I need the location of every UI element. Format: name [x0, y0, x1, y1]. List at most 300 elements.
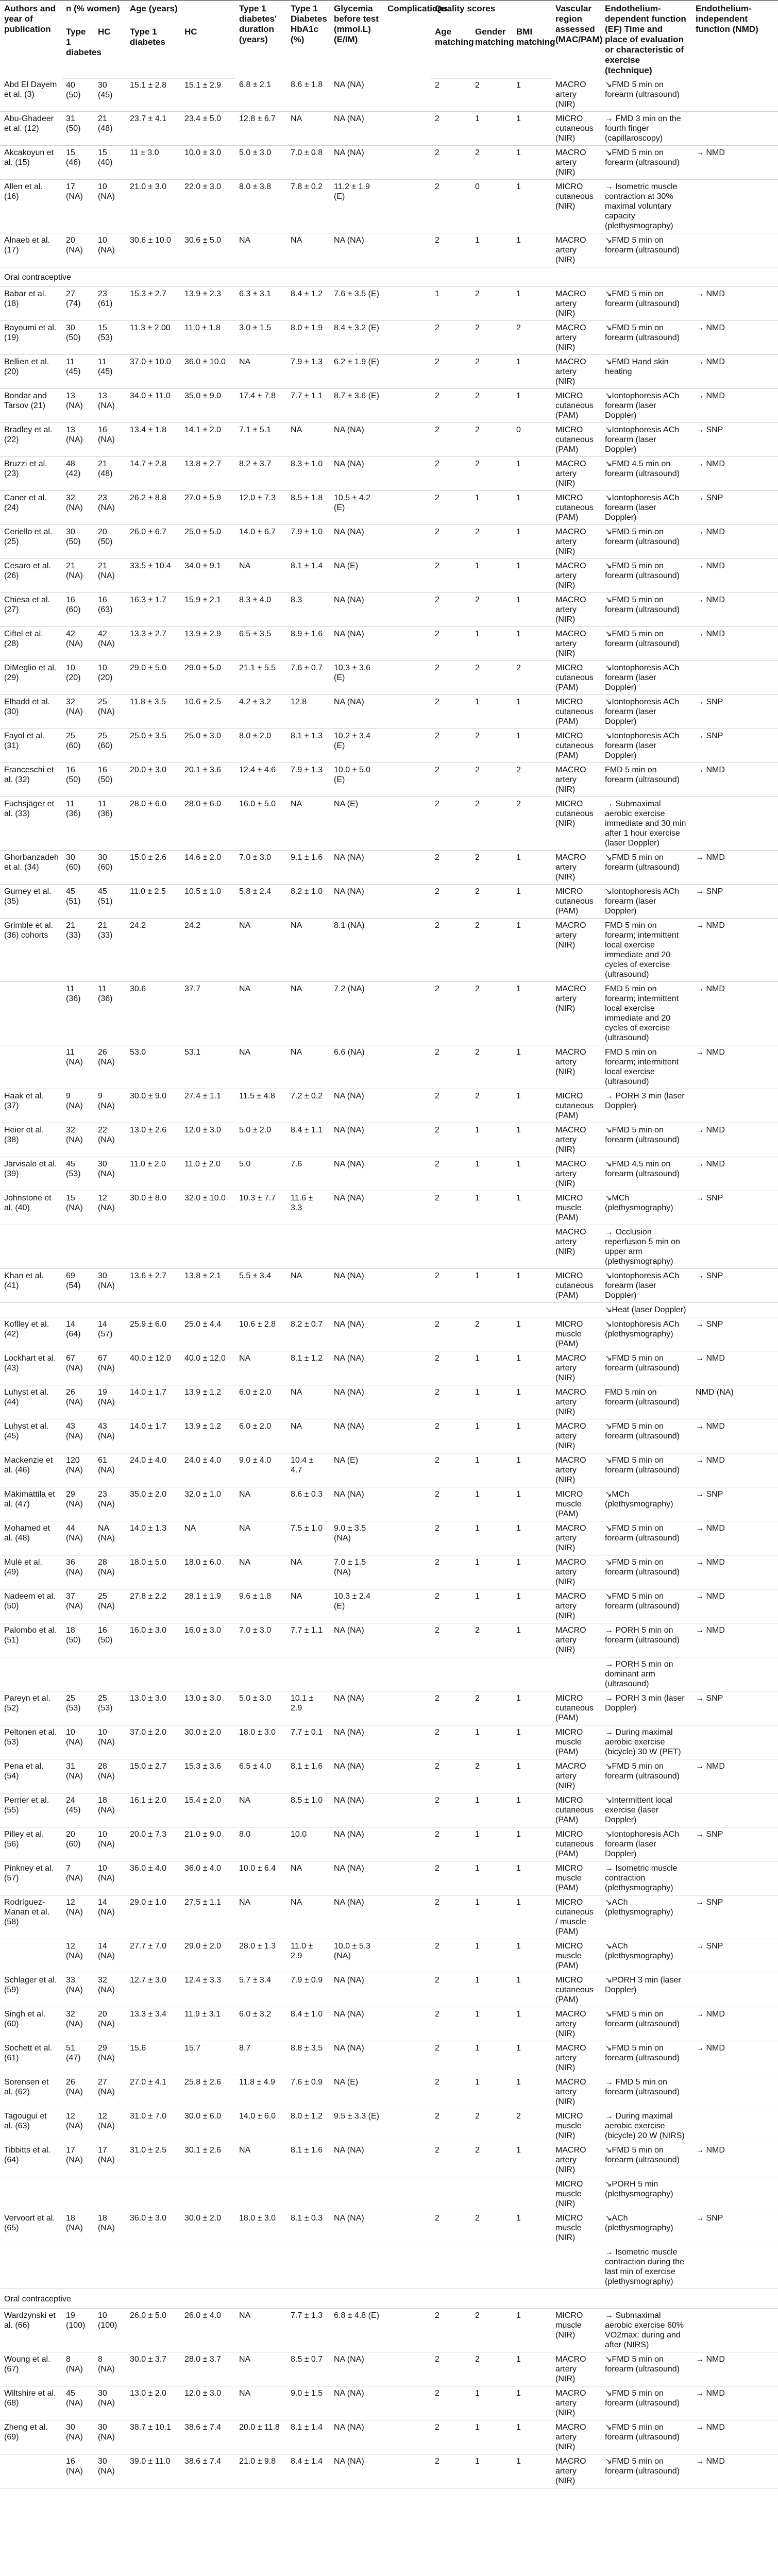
cell-bmi-matching: 1: [512, 491, 551, 525]
cell-age-hc: 30.1 ± 2.6: [180, 2143, 235, 2177]
cell-glycemia: 10.3 ± 2.4 (E): [330, 1589, 383, 1623]
cell-bmi-matching: 1: [512, 2420, 551, 2454]
cell-bmi-matching: 1: [512, 389, 551, 423]
cell-age-t1d: 20.0 ± 3.0: [126, 763, 180, 797]
cell-n-hc: 26 (NA): [94, 1045, 126, 1089]
cell-bmi-matching: 1: [512, 1623, 551, 1657]
cell-age-t1d: 36.0 ± 4.0: [126, 1861, 180, 1895]
cell-glycemia: NA (NA): [330, 695, 383, 729]
table-row: [0, 491, 778, 525]
cell-age-hc: 35.0 ± 9.0: [180, 389, 235, 423]
cell-region: MICRO muscle (NIR): [551, 2109, 601, 2143]
cell-endo-dependent: ↘FMD 5 min on forearm (ultrasound): [601, 2007, 691, 2041]
cell-gender-matching: 1: [471, 1385, 512, 1419]
cell-age-matching: 2: [431, 2211, 471, 2245]
cell-complications: [383, 2007, 431, 2041]
table-row: [0, 1861, 778, 1895]
cell-age-hc: 13.9 ± 1.2: [180, 1419, 235, 1453]
table-row: [0, 1657, 778, 1691]
cell-age-t1d: 29.0 ± 1.0: [126, 1895, 180, 1939]
cell-gender-matching: 2: [471, 287, 512, 321]
cell-age-t1d: 36.0 ± 3.0: [126, 2211, 180, 2245]
cell-glycemia: NA (E): [330, 1453, 383, 1487]
cell-n-t1d: 45 (53): [62, 1157, 94, 1191]
cell-n-hc: 12 (NA): [94, 2109, 126, 2143]
cell-region: MACRO artery (NIR): [551, 2041, 601, 2075]
cell-gender-matching: 2: [471, 1691, 512, 1725]
cell-endo-independent: → NMD: [691, 851, 778, 885]
cell-n-hc: 30 (60): [94, 851, 126, 885]
cell-complications: [383, 1303, 431, 1317]
cell-complications: [383, 1657, 431, 1691]
cell-author: Vervoort et al. (65): [0, 2211, 62, 2245]
cell-glycemia: NA (NA): [330, 525, 383, 559]
cell-hba1c: NA: [286, 1419, 330, 1453]
cell-n-t1d: 20 (NA): [62, 233, 94, 267]
table-row: [0, 146, 778, 180]
cell-endo-independent: → SNP: [691, 695, 778, 729]
cell-duration: 5.5 ± 3.4: [235, 1269, 286, 1303]
cell-endo-independent: → NMD: [691, 1759, 778, 1793]
cell-author: DiMeglio et al. (29): [0, 661, 62, 695]
cell-hba1c: 8.6 ± 0.3: [286, 1487, 330, 1521]
cell-bmi-matching: 1: [512, 982, 551, 1045]
cell-author: Sochett et al. (61): [0, 2041, 62, 2075]
cell-endo-independent: [691, 112, 778, 146]
cell-gender-matching: 2: [471, 661, 512, 695]
cell-endo-dependent: ↘FMD 5 min on forearm (ultrasound): [601, 559, 691, 593]
cell-complications: [383, 1453, 431, 1487]
cell-endo-dependent: ↘Iontophoresis ACh forearm (laser Doppler): [601, 885, 691, 919]
cell-duration: 3.0 ± 1.5: [235, 321, 286, 355]
cell-hba1c: 8.1 ± 1.4: [286, 2420, 330, 2454]
cell-age-t1d: 24.0 ± 4.0: [126, 1453, 180, 1487]
cell-endo-independent: [691, 1303, 778, 1317]
cell-age-t1d: 21.0 ± 3.0: [126, 180, 180, 233]
cell-age-t1d: 11.8 ± 3.5: [126, 695, 180, 729]
cell-n-t1d: 16 (60): [62, 593, 94, 627]
cell-hba1c: [286, 2177, 330, 2211]
cell-age-hc: 13.8 ± 2.1: [180, 1269, 235, 1303]
cell-bmi-matching: 1: [512, 1351, 551, 1385]
cell-complications: [383, 982, 431, 1045]
table-row: [0, 355, 778, 389]
cell-endo-independent: → SNP: [691, 491, 778, 525]
cell-author: Fuchsjäger et al. (33): [0, 797, 62, 851]
cell-endo-dependent: ↘FMD 5 min on forearm (ultrasound): [601, 321, 691, 355]
cell-glycemia: [330, 1657, 383, 1691]
table-row: [0, 1555, 778, 1589]
cell-author: Bayoumi et al. (19): [0, 321, 62, 355]
table-row: [0, 1045, 778, 1089]
cell-glycemia: NA (NA): [330, 1351, 383, 1385]
cell-hba1c: 10.1 ± 2.9: [286, 1691, 330, 1725]
cell-bmi-matching: 1: [512, 1861, 551, 1895]
table-row: [0, 1123, 778, 1157]
cell-region: MICRO cutaneous (PAM): [551, 1089, 601, 1123]
cell-endo-dependent: ↘FMD 4.5 min on forearm (ultrasound): [601, 1157, 691, 1191]
cell-hba1c: 8.8 ± 3.5: [286, 2041, 330, 2075]
cell-n-t1d: 32 (NA): [62, 1123, 94, 1157]
cell-age-hc: [180, 2177, 235, 2211]
table-row: [0, 1725, 778, 1759]
cell-region: MACRO artery (NIR): [551, 2386, 601, 2420]
cell-age-matching: 2: [431, 1045, 471, 1089]
cell-gender-matching: [471, 1657, 512, 1691]
cell-n-t1d: 26 (NA): [62, 1385, 94, 1419]
cell-complications: [383, 1589, 431, 1623]
cell-age-matching: 2: [431, 763, 471, 797]
cell-bmi-matching: 1: [512, 355, 551, 389]
cell-hba1c: 7.6: [286, 1157, 330, 1191]
cell-glycemia: NA (NA): [330, 1895, 383, 1939]
cell-complications: [383, 78, 431, 112]
cell-age-t1d: 14.0 ± 1.7: [126, 1419, 180, 1453]
cell-age-t1d: [126, 1657, 180, 1691]
cell-glycemia: 8.1 (NA): [330, 919, 383, 982]
cell-author: Sorensen et al. (62): [0, 2075, 62, 2109]
cell-age-t1d: 23.7 ± 4.1: [126, 112, 180, 146]
cell-endo-dependent: ↘Iontophoresis ACh forearm (laser Doppler): [601, 1827, 691, 1861]
cell-age-matching: 2: [431, 1419, 471, 1453]
cell-endo-independent: → NMD: [691, 2007, 778, 2041]
cell-hba1c: 8.1 ± 0.3: [286, 2211, 330, 2245]
cell-gender-matching: 1: [471, 1453, 512, 1487]
cell-duration: 6.5 ± 4.0: [235, 1759, 286, 1793]
cell-age-t1d: [126, 1303, 180, 1317]
cell-duration: NA: [235, 1555, 286, 1589]
cell-n-t1d: 48 (42): [62, 457, 94, 491]
cell-author: Pilley et al. (56): [0, 1827, 62, 1861]
cell-age-t1d: 12.7 ± 3.0: [126, 1973, 180, 2007]
cell-region: MACRO artery (NIR): [551, 2454, 601, 2488]
cell-duration: NA: [235, 982, 286, 1045]
cell-duration: [235, 2245, 286, 2289]
cell-complications: [383, 355, 431, 389]
cell-age-hc: 30.0 ± 6.0: [180, 2109, 235, 2143]
cell-hba1c: 8.1 ± 1.6: [286, 2143, 330, 2177]
cell-n-hc: 16 (50): [94, 763, 126, 797]
cell-bmi-matching: 1: [512, 1419, 551, 1453]
cell-author: Allen et al. (16): [0, 180, 62, 233]
cell-n-hc: 18 (NA): [94, 1793, 126, 1827]
cell-glycemia: NA (NA): [330, 146, 383, 180]
cell-gender-matching: 2: [471, 355, 512, 389]
cell-endo-independent: → NMD: [691, 1521, 778, 1555]
cell-gender-matching: 2: [471, 2109, 512, 2143]
cell-hba1c: 8.3: [286, 593, 330, 627]
cell-age-matching: 2: [431, 1861, 471, 1895]
cell-age-hc: 25.0 ± 5.0: [180, 525, 235, 559]
cell-age-hc: 12.0 ± 3.0: [180, 1123, 235, 1157]
cell-complications: [383, 1385, 431, 1419]
cell-region: MACRO artery (NIR): [551, 2143, 601, 2177]
cell-hba1c: NA: [286, 233, 330, 267]
cell-age-matching: 2: [431, 1157, 471, 1191]
table-row: [0, 1269, 778, 1303]
cell-author: Abu-Ghadeer et al. (12): [0, 112, 62, 146]
cell-age-t1d: 20.0 ± 7.3: [126, 1827, 180, 1861]
cell-duration: 9.0 ± 4.0: [235, 1453, 286, 1487]
cell-age-hc: 14.1 ± 2.0: [180, 423, 235, 457]
cell-n-t1d: 10 (20): [62, 661, 94, 695]
cell-n-hc: 21 (NA): [94, 559, 126, 593]
cell-age-matching: 2: [431, 423, 471, 457]
cell-n-hc: 16 (NA): [94, 423, 126, 457]
cell-endo-independent: [691, 2309, 778, 2352]
cell-complications: [383, 2245, 431, 2289]
cell-endo-dependent: ↘ACh (plethysmography): [601, 1895, 691, 1939]
cell-region: MICRO cutaneous (PAM): [551, 1973, 601, 2007]
cell-age-hc: [180, 2245, 235, 2289]
cell-gender-matching: 1: [471, 1895, 512, 1939]
cell-author: Lockhart et al. (43): [0, 1351, 62, 1385]
cell-gender-matching: 2: [471, 593, 512, 627]
cell-n-hc: 61 (NA): [94, 1453, 126, 1487]
cell-age-hc: 12.0 ± 3.0: [180, 2386, 235, 2420]
table-row: [0, 2177, 778, 2211]
cell-gender-matching: 2: [471, 525, 512, 559]
cell-gender-matching: 1: [471, 1589, 512, 1623]
cell-age-matching: 2: [431, 1351, 471, 1385]
cell-gender-matching: [471, 2245, 512, 2289]
cell-age-matching: 2: [431, 695, 471, 729]
table-row: [0, 627, 778, 661]
cell-age-hc: 20.1 ± 3.6: [180, 763, 235, 797]
cell-author: Peltonen et al. (53): [0, 1725, 62, 1759]
cell-hba1c: 10.0: [286, 1827, 330, 1861]
cell-age-matching: 2: [431, 1691, 471, 1725]
cell-gender-matching: 1: [471, 1351, 512, 1385]
cell-n-hc: 28 (NA): [94, 1759, 126, 1793]
table-row: [0, 2211, 778, 2245]
cell-age-hc: 15.9 ± 2.1: [180, 593, 235, 627]
cell-author: Bruzzi et al. (23): [0, 457, 62, 491]
cell-age-t1d: 37.0 ± 10.0: [126, 355, 180, 389]
cell-author: Palombo et al. (51): [0, 1623, 62, 1657]
cell-gender-matching: 1: [471, 1793, 512, 1827]
cell-hba1c: 7.9 ± 1.3: [286, 763, 330, 797]
cell-endo-dependent: FMD 5 min on forearm; intermittent local exercise immediate and 20 cycles of exercise (ultrasound): [601, 919, 691, 982]
table-row: [0, 2420, 778, 2454]
cell-endo-independent: → NMD: [691, 763, 778, 797]
cell-glycemia: NA (NA): [330, 1793, 383, 1827]
table-row: [0, 233, 778, 267]
cell-complications: [383, 146, 431, 180]
subheader-age-matching: Age matching: [431, 24, 471, 78]
cell-hba1c: NA: [286, 982, 330, 1045]
table-row: [0, 885, 778, 919]
table-row: [0, 1521, 778, 1555]
cell-age-hc: 13.9 ± 1.2: [180, 1385, 235, 1419]
cell-duration: 5.7 ± 3.4: [235, 1973, 286, 2007]
cell-endo-independent: [691, 180, 778, 233]
table-row: [0, 457, 778, 491]
cell-n-hc: 14 (NA): [94, 1939, 126, 1973]
cell-region: MICRO cutaneous (PAM): [551, 1827, 601, 1861]
cell-endo-dependent: ↘FMD 5 min on forearm (ultrasound): [601, 1453, 691, 1487]
table-row: [0, 1691, 778, 1725]
cell-age-matching: 2: [431, 1555, 471, 1589]
cell-author: Pinkney et al. (57): [0, 1861, 62, 1895]
cell-age-hc: 25.0 ± 3.0: [180, 729, 235, 763]
cell-endo-dependent: ↘Iontophoresis ACh forearm (laser Doppler): [601, 423, 691, 457]
cell-n-hc: 15 (53): [94, 321, 126, 355]
cell-age-matching: 2: [431, 2352, 471, 2386]
cell-duration: 8.0: [235, 1827, 286, 1861]
table-row: [0, 2386, 778, 2420]
cell-glycemia: 10.5 ± 4.2 (E): [330, 491, 383, 525]
subheader-age-t1d: Type 1 diabetes: [126, 24, 180, 78]
cell-bmi-matching: 1: [512, 2007, 551, 2041]
cell-glycemia: 9.5 ± 3.3 (E): [330, 2109, 383, 2143]
cell-duration: 7.1 ± 5.1: [235, 423, 286, 457]
cell-glycemia: NA (NA): [330, 2007, 383, 2041]
cell-age-t1d: 30.0 ± 8.0: [126, 1191, 180, 1225]
cell-n-hc: 20 (50): [94, 525, 126, 559]
cell-n-t1d: [62, 2177, 94, 2211]
table-row: [0, 1303, 778, 1317]
cell-bmi-matching: 1: [512, 1589, 551, 1623]
cell-age-matching: 2: [431, 661, 471, 695]
cell-bmi-matching: 1: [512, 2041, 551, 2075]
cell-age-hc: 14.6 ± 2.0: [180, 851, 235, 885]
cell-n-t1d: 51 (47): [62, 2041, 94, 2075]
cell-glycemia: 7.2 (NA): [330, 982, 383, 1045]
cell-endo-independent: → NMD: [691, 593, 778, 627]
cell-n-hc: 21 (48): [94, 112, 126, 146]
cell-age-matching: [431, 2177, 471, 2211]
cell-age-hc: 28.1 ± 1.9: [180, 1589, 235, 1623]
cell-duration: NA: [235, 2309, 286, 2352]
cell-endo-dependent: ↘ACh (plethysmography): [601, 1939, 691, 1973]
cell-gender-matching: 2: [471, 729, 512, 763]
cell-age-matching: 2: [431, 1317, 471, 1351]
cell-complications: [383, 2420, 431, 2454]
cell-duration: NA: [235, 1895, 286, 1939]
cell-duration: 8.3 ± 4.0: [235, 593, 286, 627]
cell-bmi-matching: 1: [512, 559, 551, 593]
cell-n-t1d: [62, 2245, 94, 2289]
cell-gender-matching: 1: [471, 559, 512, 593]
cell-complications: [383, 321, 431, 355]
cell-author: [0, 982, 62, 1045]
cell-age-hc: 24.0 ± 4.0: [180, 1453, 235, 1487]
cell-glycemia: 11.2 ± 1.9 (E): [330, 180, 383, 233]
cell-gender-matching: 1: [471, 491, 512, 525]
cell-region: MACRO artery (NIR): [551, 1351, 601, 1385]
cell-age-t1d: 11.0 ± 2.0: [126, 1157, 180, 1191]
cell-duration: 11.8 ± 4.9: [235, 2075, 286, 2109]
cell-glycemia: NA (NA): [330, 1317, 383, 1351]
cell-n-hc: 11 (36): [94, 797, 126, 851]
cell-age-hc: 29.0 ± 2.0: [180, 1939, 235, 1973]
cell-age-t1d: 40.0 ± 12.0: [126, 1351, 180, 1385]
cell-n-t1d: 24 (45): [62, 1793, 94, 1827]
cell-gender-matching: 1: [471, 1269, 512, 1303]
cell-age-matching: 2: [431, 1623, 471, 1657]
cell-bmi-matching: 1: [512, 1691, 551, 1725]
cell-age-matching: 2: [431, 1759, 471, 1793]
table-row: [0, 1089, 778, 1123]
cell-age-t1d: 14.0 ± 1.7: [126, 1385, 180, 1419]
cell-age-hc: 13.9 ± 2.3: [180, 287, 235, 321]
cell-bmi-matching: 1: [512, 2309, 551, 2352]
cell-duration: 16.0 ± 5.0: [235, 797, 286, 851]
cell-author: Wardzynski et al. (66): [0, 2309, 62, 2352]
cell-duration: NA: [235, 1351, 286, 1385]
cell-hba1c: 7.0 ± 0.8: [286, 146, 330, 180]
cell-author: [0, 1225, 62, 1269]
cell-age-hc: 37.7: [180, 982, 235, 1045]
cell-gender-matching: 2: [471, 982, 512, 1045]
cell-endo-independent: → SNP: [691, 423, 778, 457]
cell-region: MICRO muscle (NIR): [551, 2177, 601, 2211]
cell-bmi-matching: 1: [512, 729, 551, 763]
cell-n-t1d: 26 (NA): [62, 2075, 94, 2109]
cell-bmi-matching: 1: [512, 233, 551, 267]
cell-bmi-matching: [512, 1657, 551, 1691]
cell-n-hc: [94, 2177, 126, 2211]
cell-endo-independent: → NMD: [691, 1045, 778, 1089]
cell-region: MICRO muscle (NIR): [551, 2309, 601, 2352]
cell-endo-dependent: ↘FMD 5 min on forearm (ultrasound): [601, 1419, 691, 1453]
cell-gender-matching: 2: [471, 2309, 512, 2352]
cell-endo-dependent: ↘FMD 5 min on forearm (ultrasound): [601, 1555, 691, 1589]
cell-endo-dependent: ↘FMD 5 min on forearm (ultrasound): [601, 525, 691, 559]
cell-n-t1d: 10 (NA): [62, 1725, 94, 1759]
cell-endo-dependent: ↘FMD 5 min on forearm (ultrasound): [601, 2041, 691, 2075]
cell-n-t1d: 30 (60): [62, 851, 94, 885]
cell-age-t1d: 11.3 ± 2.00: [126, 321, 180, 355]
cell-n-hc: 27 (NA): [94, 2075, 126, 2109]
cell-author: Bondar and Tarsov (21): [0, 389, 62, 423]
cell-hba1c: NA: [286, 112, 330, 146]
cell-n-t1d: 30 (50): [62, 525, 94, 559]
table-row: [0, 2041, 778, 2075]
cell-endo-independent: → NMD: [691, 525, 778, 559]
cell-age-hc: 34.0 ± 9.1: [180, 559, 235, 593]
cell-age-matching: 2: [431, 1939, 471, 1973]
cell-endo-dependent: ↘Iontophoresis ACh forearm (laser Doppler): [601, 1269, 691, 1303]
cell-n-hc: 10 (NA): [94, 180, 126, 233]
cell-complications: [383, 2075, 431, 2109]
cell-hba1c: 8.6 ± 1.8: [286, 78, 330, 112]
cell-n-hc: 18 (NA): [94, 2211, 126, 2245]
cell-endo-independent: → NMD: [691, 389, 778, 423]
cell-endo-independent: → NMD: [691, 1589, 778, 1623]
cell-age-matching: 2: [431, 2309, 471, 2352]
cell-age-hc: 27.5 ± 1.1: [180, 1895, 235, 1939]
cell-duration: 10.0 ± 6.4: [235, 1861, 286, 1895]
cell-region: MACRO artery (NIR): [551, 287, 601, 321]
cell-endo-dependent: ↘FMD 5 min on forearm (ultrasound): [601, 2454, 691, 2488]
cell-age-matching: 1: [431, 287, 471, 321]
cell-gender-matching: 1: [471, 2454, 512, 2488]
cell-bmi-matching: 1: [512, 2352, 551, 2386]
cell-complications: [383, 2454, 431, 2488]
cell-n-t1d: 120 (NA): [62, 1453, 94, 1487]
table-row: [0, 1623, 778, 1657]
cell-hba1c: 9.1 ± 1.6: [286, 851, 330, 885]
cell-glycemia: NA (E): [330, 559, 383, 593]
cell-n-hc: 19 (NA): [94, 1385, 126, 1419]
table-row: [0, 851, 778, 885]
cell-age-matching: 2: [431, 2109, 471, 2143]
cell-endo-dependent: ↘Iontophoresis ACh forearm (laser Doppler): [601, 695, 691, 729]
cell-age-matching: 2: [431, 180, 471, 233]
cell-hba1c: 7.9 ± 0.9: [286, 1973, 330, 2007]
